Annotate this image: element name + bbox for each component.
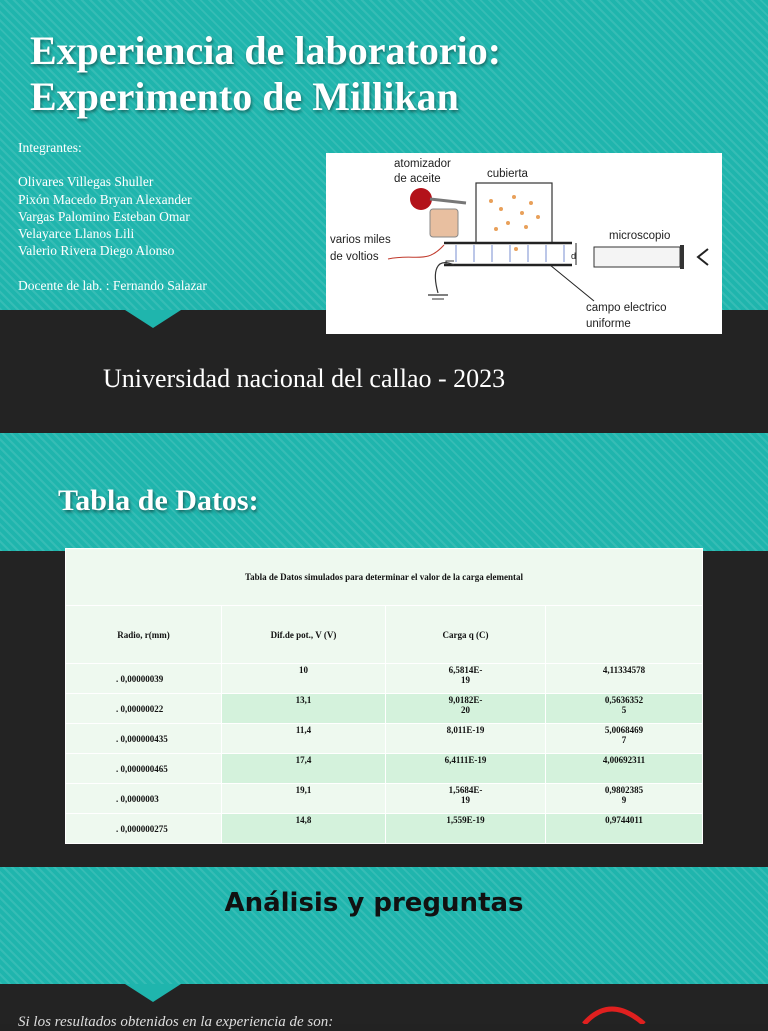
member-name: Olivares Villegas Shuller <box>18 174 154 190</box>
table-caption: Tabla de Datos simulados para determinar el valor de la carga elemental <box>66 549 703 606</box>
analysis-body-partial: Si los resultados obtenidos en la experiencia de son: <box>18 1014 334 1030</box>
column-header: Radio, r(mm) <box>66 606 222 664</box>
table-row <box>66 814 703 844</box>
field-pointer <box>550 265 594 301</box>
table-cell: . 0,000000275 <box>66 814 222 844</box>
table-cell: 6,5814E- 19 <box>386 664 546 694</box>
slide1-notch <box>125 310 181 328</box>
table-row <box>66 754 703 784</box>
field-arrows <box>456 245 564 262</box>
millikan-diagram <box>326 153 722 334</box>
voltage-label-1: varios miles <box>330 234 391 246</box>
microscope-label: microscopio <box>609 230 671 242</box>
field-label-1: campo electrico <box>586 302 667 314</box>
table-cell: 5,0068469 7 <box>546 724 703 754</box>
table-cell: . 0,000000465 <box>66 754 222 784</box>
column-header: Carga q (C) <box>386 606 546 664</box>
member-name: Pixón Macedo Bryan Alexander <box>18 191 192 207</box>
field-label-2: uniforme <box>586 318 631 330</box>
table-cell: 13,1 <box>222 694 386 724</box>
spacer <box>18 156 207 173</box>
atomizer-bottle <box>430 209 458 237</box>
slide-title <box>30 28 501 120</box>
table-row <box>66 694 703 724</box>
d-label: d <box>571 251 577 261</box>
table-cell: 14,8 <box>222 814 386 844</box>
table-cell: 0,9802385 9 <box>546 784 703 814</box>
column-header: Dif.de pot., V (V) <box>222 606 386 664</box>
table-cell: 4,00692311 <box>546 754 703 784</box>
microscope-tube <box>594 247 680 267</box>
table-cell: 4,11334578 <box>546 664 703 694</box>
diagram-svg <box>326 153 722 334</box>
microscope-eyepiece <box>680 245 684 269</box>
table-cell: 11,4 <box>222 724 386 754</box>
cover-box <box>476 183 552 243</box>
title-line-1: Experiencia de laboratorio: <box>30 28 502 73</box>
atomizer-label-1: atomizador <box>394 158 451 170</box>
teacher-name: Docente de lab. : Fernando Salazar <box>18 277 207 293</box>
table-cell: 6,4111E-19 <box>386 754 546 784</box>
atomizer-bulb <box>410 188 432 210</box>
members-label: Integrantes: <box>18 140 82 155</box>
member-name: Velayarce Llanos Lili <box>18 225 135 241</box>
member-name: Vargas Palomino Esteban Omar <box>18 208 190 224</box>
table-cell: 17,4 <box>222 754 386 784</box>
eye-icon <box>698 249 708 265</box>
table-cell: 0,5636352 5 <box>546 694 703 724</box>
university-line: Universidad nacional del callao - 2023 <box>103 364 506 393</box>
table-cell: 8,011E-19 <box>386 724 546 754</box>
title-line-2: Experimento de Millikan <box>30 74 459 119</box>
table-cell: 1,5684E- 19 <box>386 784 546 814</box>
table-cell: . 0,00000022 <box>66 694 222 724</box>
member-name: Valerio Rivera Diego Alonso <box>18 243 175 259</box>
spacer <box>18 259 207 276</box>
analysis-heading: Análisis y preguntas <box>224 888 524 918</box>
slide3-background <box>0 867 768 984</box>
data-table-container <box>65 548 703 835</box>
atomizer-tube <box>430 199 466 203</box>
voltage-wire <box>388 245 444 259</box>
table-cell: . 0,00000039 <box>66 664 222 694</box>
table-cell: 0,9744011 <box>546 814 703 844</box>
table-row <box>66 724 703 754</box>
ground-wire <box>435 263 454 293</box>
table-row <box>66 664 703 694</box>
table-cell: 9,0182E- 20 <box>386 694 546 724</box>
table-cell: 19,1 <box>222 784 386 814</box>
table-caption-row <box>66 549 703 606</box>
slide3-notch <box>125 984 181 1002</box>
atomizer-label-2: de aceite <box>394 173 441 185</box>
table-row <box>66 784 703 814</box>
table-heading: Tabla de Datos: <box>58 484 259 517</box>
members-block <box>18 139 207 294</box>
data-table <box>65 548 703 844</box>
red-arc-decoration <box>580 1000 650 1024</box>
table-cell: . 0,000000435 <box>66 724 222 754</box>
table-header-row <box>66 606 703 664</box>
table-cell: 1,559E-19 <box>386 814 546 844</box>
column-header <box>546 606 703 664</box>
table-cell: 10 <box>222 664 386 694</box>
table-cell: . 0,0000003 <box>66 784 222 814</box>
cover-label: cubierta <box>487 168 528 180</box>
voltage-label-2: de voltios <box>330 251 379 263</box>
